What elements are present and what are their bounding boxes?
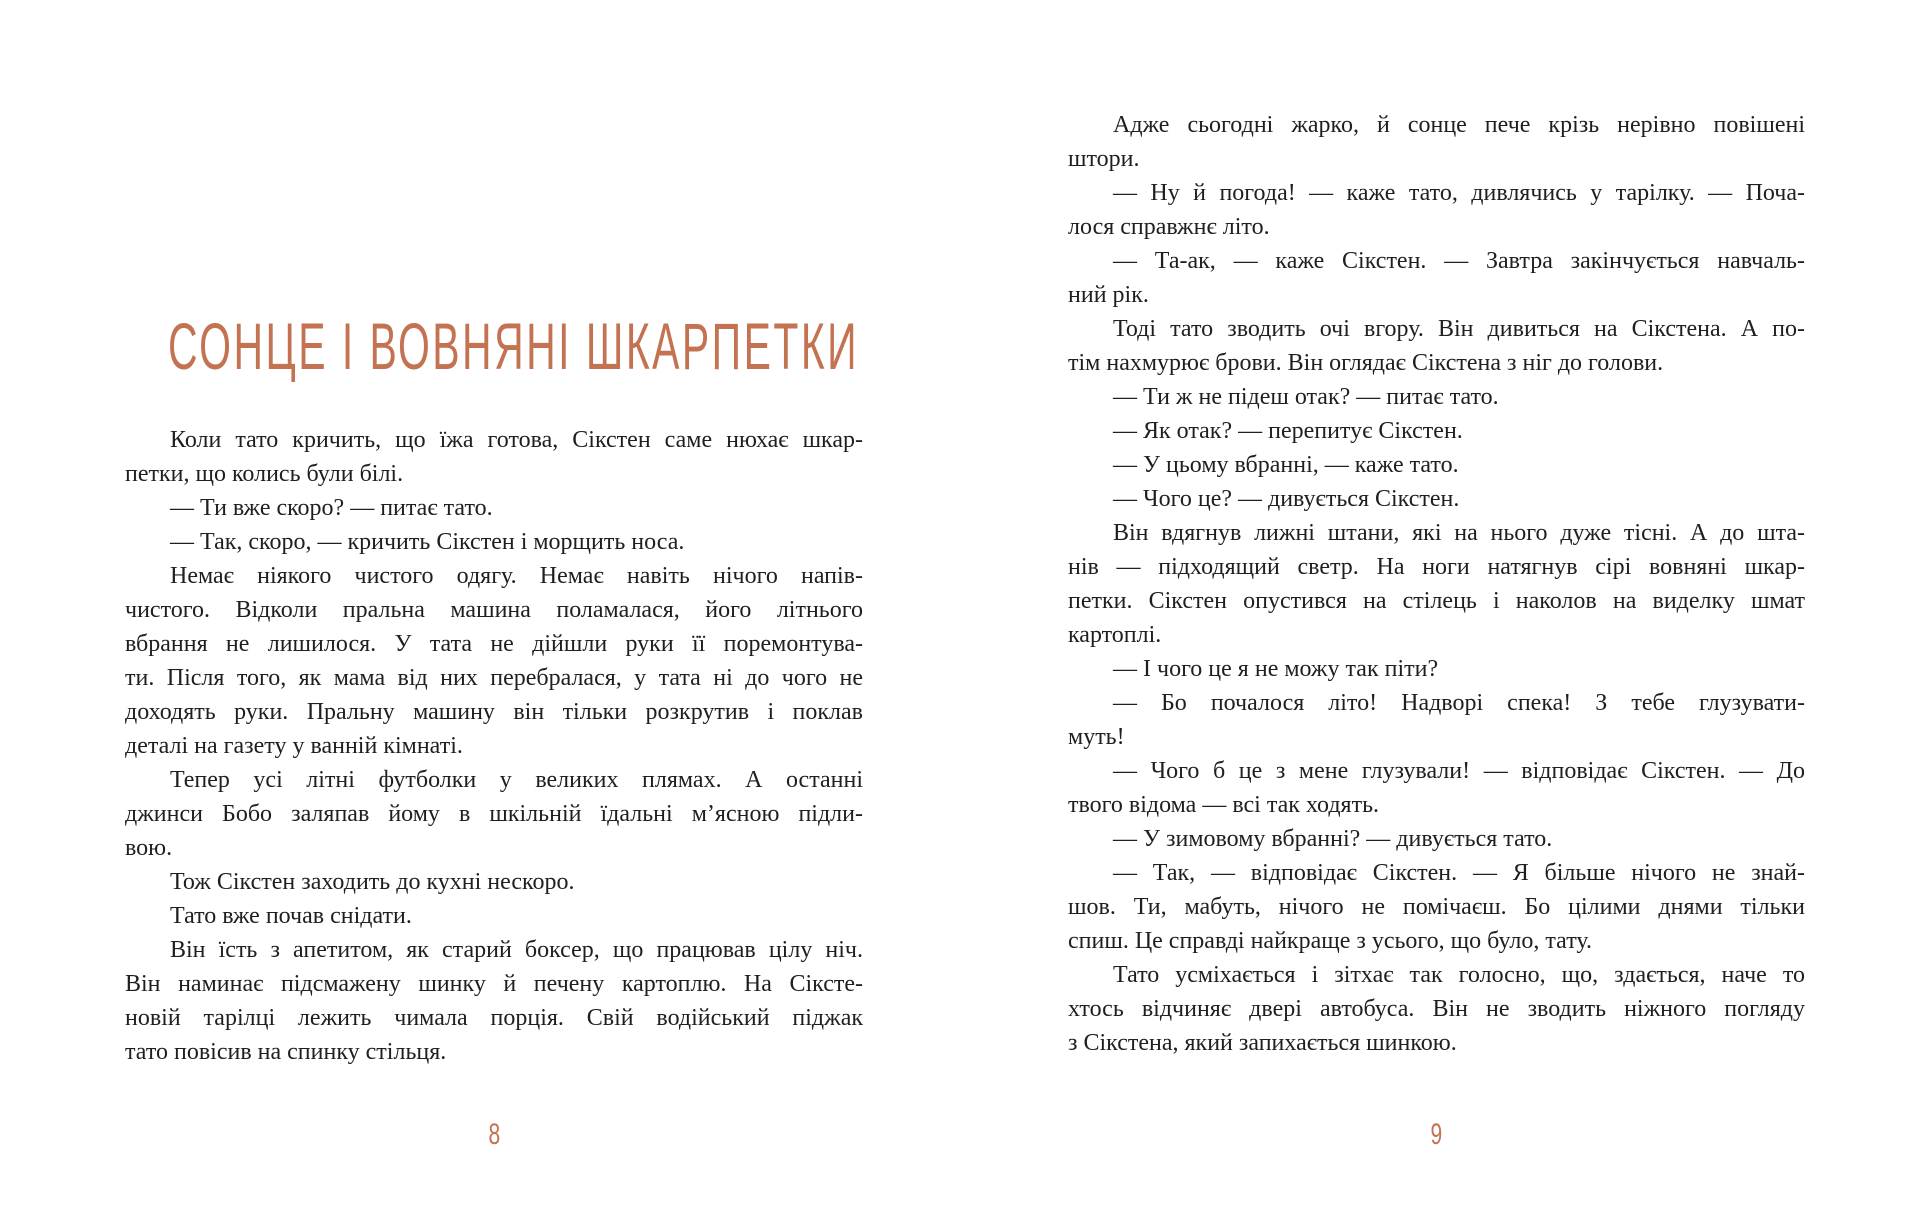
- text-line: муть!: [1068, 724, 1125, 750]
- text-line: — Чого б це з мене глузували! — відповідає Сікстен. — До: [1113, 758, 1805, 784]
- text-line: Тато вже почав снідати.: [170, 903, 412, 929]
- text-line: — Так, — відповідає Сікстен. — Я більше нічого не знай-: [1113, 860, 1805, 886]
- text-line: — Та-ак, — каже Сікстен. — Завтра закінчується навчаль-: [1113, 248, 1805, 274]
- text-line: — Ти ж не підеш отак? — питає тато.: [1113, 384, 1499, 410]
- text-line: — Ти вже скоро? — питає тато.: [170, 495, 493, 521]
- text-line: Коли тато кричить, що їжа готова, Сікстен саме нюхає шкар-: [170, 427, 863, 453]
- text-line: Він наминає підсмажену шинку й печену картоплю. На Сіксте-: [125, 971, 863, 997]
- text-line: Адже сьогодні жарко, й сонце пече крізь нерівно повішені: [1113, 112, 1805, 138]
- right-page: [960, 0, 1920, 1214]
- text-line: петки, що колись були білі.: [125, 461, 404, 487]
- text-line: — І чого це я не можу так піти?: [1113, 656, 1439, 682]
- text-line: Він їсть з апетитом, як старий боксер, що працював цілу ніч.: [170, 937, 863, 963]
- text-line: — Ну й погода! — каже тато, дивлячись у тарілку. — Поча-: [1113, 180, 1805, 206]
- page-number-left: 8: [488, 1118, 501, 1151]
- text-line: деталі на газету у ванній кімнаті.: [125, 733, 463, 759]
- text-line: ний рік.: [1068, 282, 1149, 308]
- text-line: — У зимовому вбранні? — дивується тато.: [1113, 826, 1553, 852]
- text-line: спиш. Це справді найкраще з усього, що було, тату.: [1068, 928, 1592, 954]
- text-line: шов. Ти, мабуть, нічого не помічаєш. Бо цілими днями тільки: [1068, 894, 1805, 920]
- page-number-right: 9: [1430, 1118, 1443, 1151]
- text-line: нів — підходящий светр. На ноги натягнув сірі вовняні шкар-: [1068, 554, 1805, 580]
- text-line: картоплі.: [1068, 622, 1162, 648]
- text-line: Немає ніякого чистого одягу. Немає навіть нічого напів-: [170, 563, 863, 589]
- text-line: Тато усміхається і зітхає так голосно, що, здається, наче то: [1113, 962, 1805, 988]
- text-line: — Чого це? — дивується Сікстен.: [1113, 486, 1460, 512]
- chapter-title: СОНЦЕ І ВОВНЯНІ ШКАРПЕТКИ: [168, 309, 860, 383]
- text-line: Тож Сікстен заходить до кухні нескоро.: [170, 869, 575, 895]
- text-line: — Як отак? — перепитує Сікстен.: [1113, 418, 1463, 444]
- text-line: тато повісив на спинку стільця.: [125, 1039, 447, 1065]
- text-line: твого відома — всі так ходять.: [1068, 792, 1380, 818]
- text-line: з Сікстена, який запихається шинкою.: [1068, 1030, 1457, 1056]
- left-page-text: [125, 423, 863, 1069]
- text-line: доходять руки. Пральну машину він тільки розкрутив і поклав: [125, 699, 863, 725]
- text-line: Тоді тато зводить очі вгору. Він дивиться на Сікстена. А по-: [1113, 316, 1805, 342]
- text-line: тім нахмурює брови. Він оглядає Сікстена з ніг до голови.: [1068, 350, 1664, 376]
- text-line: ти. Після того, як мама від них перебралася, у тата ні до чого не: [125, 665, 863, 691]
- right-page-text: [1068, 108, 1805, 1060]
- text-line: — Так, скоро, — кричить Сікстен і морщить носа.: [170, 529, 685, 555]
- text-line: лося справжнє літо.: [1068, 214, 1270, 240]
- text-line: джинси Бобо заляпав йому в шкільній їдальні м’ясною підли-: [125, 801, 863, 827]
- text-line: Тепер усі літні футболки у великих плямах. А останні: [170, 767, 863, 793]
- text-line: — Бо почалося літо! Надворі спека! З тебе глузувати-: [1113, 690, 1805, 716]
- text-line: Він вдягнув лижні штани, які на нього дуже тісні. А до шта-: [1113, 520, 1805, 546]
- text-line: хтось відчиняє двері автобуса. Він не зводить ніжного погляду: [1068, 996, 1805, 1022]
- text-line: чистого. Відколи пральна машина поламалася, його літнього: [125, 597, 863, 623]
- text-line: штори.: [1068, 146, 1140, 172]
- text-line: — У цьому вбранні, — каже тато.: [1113, 452, 1459, 478]
- text-line: новій тарілці лежить чимала порція. Свій водійський піджак: [125, 1005, 863, 1031]
- text-line: петки. Сікстен опустився на стілець і наколов на виделку шмат: [1068, 588, 1805, 614]
- text-line: вою.: [125, 835, 173, 861]
- text-line: вбрання не лишилося. У тата не дійшли руки її поремонтува-: [125, 631, 863, 657]
